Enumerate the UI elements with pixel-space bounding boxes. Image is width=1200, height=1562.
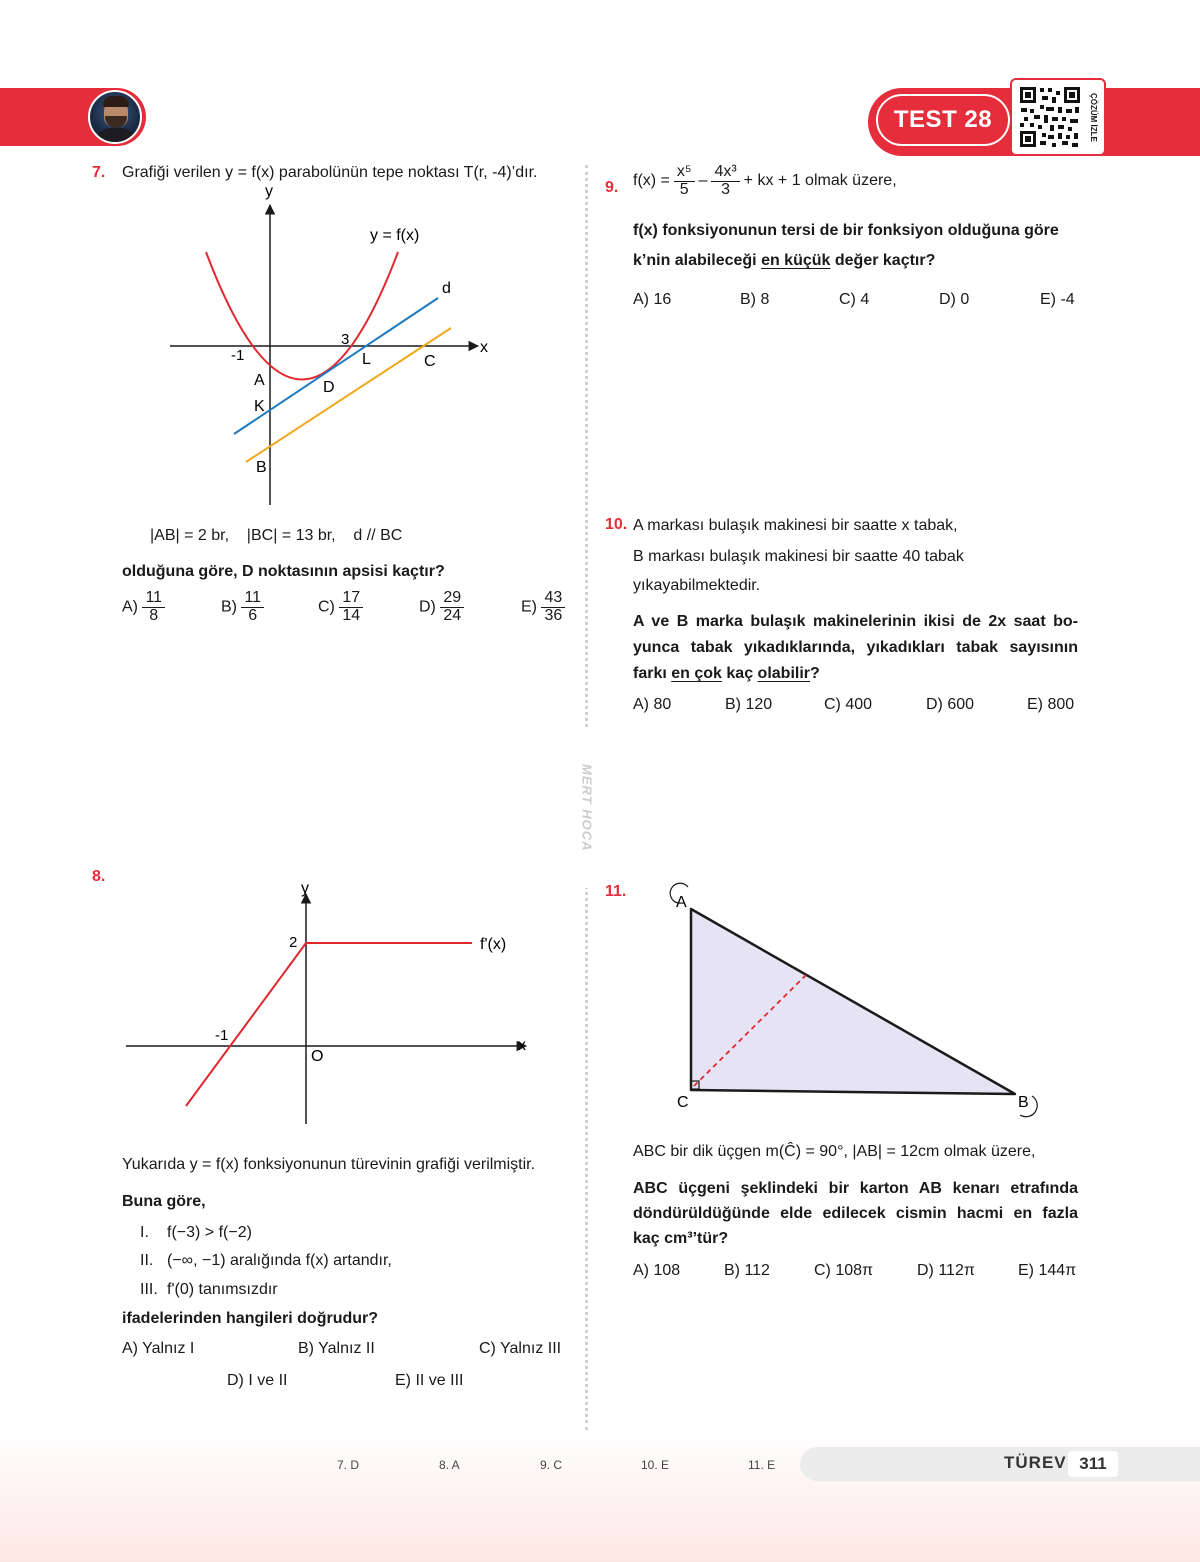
q8-y-label: y	[301, 880, 309, 897]
q9-question-line2: k’nin alabileceği en küçük değer kaçtır?	[633, 252, 936, 269]
q9-option-b[interactable]: B) 8	[740, 291, 770, 308]
q8-option-a[interactable]: A) Yalnız I	[122, 1340, 195, 1357]
q11-option-a[interactable]: A) 108	[633, 1262, 681, 1279]
q8-option-d[interactable]: D) I ve II	[227, 1372, 288, 1389]
answer-key-10: 10. E	[641, 1458, 670, 1472]
q9-option-e[interactable]: E) -4	[1040, 291, 1075, 308]
q7-y-label: y	[265, 183, 273, 200]
q7-option-c[interactable]: C) $\frac{17}{14}$	[318, 590, 363, 625]
q11-number: 11.	[605, 883, 627, 900]
q7-point-D: D	[323, 379, 335, 396]
q7-x-label: x	[480, 339, 488, 356]
q8-graph	[120, 875, 540, 1130]
q10-question-line2: yunca tabak yıkadıklarında, yıkadıkları tabak sayısının	[633, 639, 1078, 656]
q8-number: 8.	[92, 868, 106, 885]
q7-number: 7.	[92, 164, 106, 181]
q7-given: |AB| = 2 br, |BC| = 13 br, d // BC	[150, 527, 403, 544]
q8-statement-3-roman: III.	[140, 1281, 158, 1298]
q9-option-a[interactable]: A) 16	[633, 291, 672, 308]
q8-stem: Yukarıda y = f(x) fonksiyonunun türevinin grafiği verilmiştir.	[122, 1156, 536, 1173]
q8-statement-1: f(−3) > f(−2)	[167, 1224, 252, 1241]
answer-key-8: 8. A	[439, 1458, 460, 1472]
q7-tick-neg1: -1	[231, 347, 245, 364]
test-title: TEST 28	[876, 94, 1010, 146]
q8-option-b[interactable]: B) Yalnız II	[298, 1340, 375, 1357]
q11-vertex-C: C	[677, 1094, 689, 1111]
q7-point-L: L	[362, 351, 371, 368]
q8-statement-1-roman: I.	[140, 1224, 149, 1241]
q11-triangle	[691, 909, 1015, 1094]
q7-point-B: B	[256, 459, 267, 476]
q8-statement-2: (−∞, −1) aralığında f(x) artandır,	[167, 1252, 392, 1269]
q11-figure	[660, 875, 1050, 1120]
q10-option-d[interactable]: D) 600	[926, 696, 975, 713]
q8-origin-label: O	[311, 1048, 324, 1065]
answer-key-9: 9. C	[540, 1458, 563, 1472]
q7-option-b[interactable]: B) $\frac{11}{6}$	[221, 590, 264, 625]
q9-option-d[interactable]: D) 0	[939, 291, 970, 308]
q7-tick-3: 3	[341, 331, 350, 348]
q7-point-A: A	[254, 372, 265, 389]
footer-topic: TÜREV	[1004, 1453, 1067, 1472]
q11-option-b[interactable]: B) 112	[724, 1262, 770, 1279]
q9-question-line1: f(x) fonksiyonunun tersi de bir fonksiyon olduğuna göre	[633, 222, 1059, 239]
qr-code-icon	[1018, 85, 1082, 149]
q8-derivative-line	[186, 943, 472, 1106]
answer-key-7: 7. D	[337, 1458, 360, 1472]
q8-statement-2-roman: II.	[140, 1252, 154, 1269]
q10-option-b[interactable]: B) 120	[725, 696, 773, 713]
q7-point-K: K	[254, 398, 265, 415]
q9-number: 9.	[605, 179, 619, 196]
q11-question-line1: ABC üçgeni şeklindeki bir karton AB kenarı etrafında	[633, 1180, 1078, 1197]
q10-line3: yıkayabilmektedir.	[633, 577, 761, 594]
page-number: 311	[1068, 1451, 1118, 1477]
q11-option-d[interactable]: D) 112π	[917, 1262, 975, 1279]
q10-line2: B markası bulaşık makinesi bir saatte 40 tabak	[633, 548, 964, 565]
footer-bar	[800, 1447, 1200, 1481]
q10-number: 10.	[605, 516, 628, 533]
q7-option-e[interactable]: E) $\frac{43}{36}$	[521, 590, 565, 625]
qr-label: ÇÖZÜM İZLE	[1089, 92, 1098, 142]
q9-option-c[interactable]: C) 4	[839, 291, 870, 308]
q7-curve-label: y = f(x)	[370, 227, 420, 244]
q11-option-c[interactable]: C) 108π	[814, 1262, 874, 1279]
q7-stem: Grafiği verilen y = f(x) parabolünün tepe noktası T(r, -4)’dır.	[122, 164, 538, 181]
q8-tick-2: 2	[289, 934, 298, 951]
q7-question: olduğuna göre, D noktasının apsisi kaçtır?	[122, 563, 445, 580]
q8-statement-3: f'(0) tanımsızdır	[167, 1281, 278, 1298]
q10-question-line1: A ve B marka bulaşık makinelerinin ikisi de 2x saat bo-	[633, 613, 1078, 630]
q7-option-d[interactable]: D) $\frac{29}{24}$	[419, 590, 464, 625]
q7-option-a[interactable]: A) $\frac{11}{8}$	[122, 590, 165, 625]
q11-question-line3: kaç cm³’tür?	[633, 1230, 729, 1247]
q8-option-c[interactable]: C) Yalnız III	[479, 1340, 562, 1357]
q11-stem: ABC bir dik üçgen m(Ĉ) = 90°, |AB| = 12cm olmak üzere,	[633, 1143, 1036, 1160]
q9-function: f(x) = $\frac{\text{x⁵}}{5}$ – $\frac{\text{4x³}}{3}$ + kx + 1 olmak üzere,	[633, 163, 897, 198]
q10-line1: A markası bulaşık makinesi bir saatte x tabak,	[633, 517, 958, 534]
q10-question-line3: farkı en çok kaç olabilir?	[633, 665, 820, 682]
q11-vertex-A: A	[676, 894, 687, 911]
q11-vertex-B: B	[1018, 1094, 1029, 1111]
q8-curve-label: f'(x)	[480, 936, 507, 953]
q11-question-line2: döndürüldüğünde elde edilecek cismin hacmi en fazla	[633, 1205, 1078, 1222]
q7-d-label: d	[442, 280, 451, 297]
q8-option-e[interactable]: E) II ve III	[395, 1372, 464, 1389]
q8-x-label: x	[518, 1037, 526, 1054]
q8-question: ifadelerinden hangileri doğrudur?	[122, 1310, 379, 1327]
q10-option-a[interactable]: A) 80	[633, 696, 672, 713]
q11-option-e[interactable]: E) 144π	[1018, 1262, 1077, 1279]
q10-option-e[interactable]: E) 800	[1027, 696, 1075, 713]
q7-point-C: C	[424, 353, 436, 370]
author-avatar	[88, 90, 142, 144]
q10-option-c[interactable]: C) 400	[824, 696, 873, 713]
watermark: MERT HOCA	[576, 728, 598, 888]
q7-graph	[160, 180, 500, 510]
q8-tick-neg1: -1	[215, 1027, 229, 1044]
answer-key-11: 11. E	[748, 1458, 776, 1472]
q8-lead: Buna göre,	[122, 1193, 206, 1210]
